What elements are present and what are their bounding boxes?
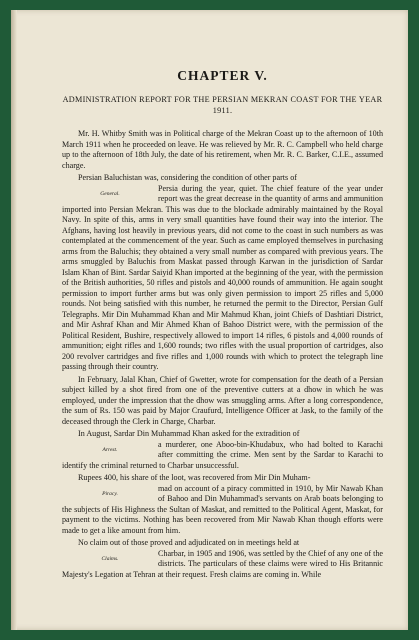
paragraph-arrest-lead: In August, Sardar Din Muhammad Khan asked for the extradition of xyxy=(78,429,300,438)
paragraph-claims-lead: No claim out of those proved and adjudicated on in meetings held at xyxy=(78,538,300,547)
sidenote-piracy: Piracy. xyxy=(102,490,118,497)
paragraph-charge: Mr. H. Whitby Smith was in Political charge of the Mekran Coast up to the afternoon of 10th March 1911 when he proceeded on leave. He was relieved by Mr. R. C. Campbell who held charge up to the afternoon of 18th July, the date of his retirement, when Mr. R. C. Barker, C.I.E., assumed charge. xyxy=(62,129,383,170)
paragraph-arrest-body: a murderer, one Aboo-bin-Khudabux, who had bolted to Karachi after committing the crime. Men sent by the Sardar to Karachi to identify the criminal returned to Charbar unsuccessful. xyxy=(62,439,383,470)
sidenote-general: General. xyxy=(100,190,120,197)
page-text xyxy=(62,68,383,580)
book-page xyxy=(11,10,408,630)
report-body xyxy=(62,129,383,580)
paragraph-piracy-body: mad on account of a piracy committed in 1910, by Mir Nawab Khan of Bahoo and Din Muhammad's servants on Arab boats belonging to the subjects of His Highness the Sultan of Maskat, and remitted to the Political Agent, Maskat, for payment to the victims. Nothing has been recovered from Mir Nawab Khan though efforts were made to get a like amount from him. xyxy=(62,483,383,535)
sidenote-claims: Claims. xyxy=(101,555,119,562)
page-binding-shadow xyxy=(11,10,17,630)
paragraph-claims-body: Charbar, in 1905 and 1906, was settled by the Chief of any one of the districts. The particulars of these claims were wired to His Britannic Majesty's Legation at Tehran at their request. Fresh claims are coming in. While xyxy=(62,548,383,579)
sidenote-arrest: Arrest. xyxy=(102,446,118,453)
paragraph-piracy-lead: Rupees 400, his share of the loot, was recovered from Mir Din Muham- xyxy=(78,473,311,482)
chapter-heading: CHAPTER V. xyxy=(177,68,268,83)
paragraph-general-lead: Persian Baluchistan was, considering the condition of other parts of xyxy=(78,173,297,182)
paragraph-compensation: In February, Jalal Khan, Chief of Gwetter, wrote for compensation for the death of a Persian subject killed by a shot fired from one of the preventive cutters at a dhow in which he was employed, under the impression that the dhow was smuggling arms. After a long correspondence, the sum of Rs. 150 was paid by Major Craufurd, Intelligence Officer at Jask, to the family of the deceased through the Clerk in Charge, Charbar. xyxy=(62,374,383,426)
report-title: ADMINISTRATION REPORT FOR THE PERSIAN MEKRAN COAST FOR THE YEAR 1911. xyxy=(62,95,383,115)
paragraph-general-body: Persia during the year, quiet. The chief feature of the year under report was the great decrease in the quantity of arms and ammunition imported into Persian Mekran. This was due to the blockade admirably maintained by the Royal Navy. In spite of this, arms in very small quantities have found their way into the interior. The Afghans, having lost heavily in previous years, did not come to the coast in such numbers as was contemplated at the commencement of the year. Such as came employed themselves in purchasing arms from the Baluchis; they obtained a very small number as compared with previous years. The arms smuggled by Baluchis from Maskat passed through Karwan in the jurisdiction of Sardar Islam Khan of Bint. Sardar Saiyid Khan imported at the beginning of the year, with the permission of the British authorities, 50 rifles and pistols and 40,000 rounds of ammunition. He again sought permission to import further arms but was only given permission to import 25 rifles and 5,000 rounds. Not being satisfied with this number, he returned the permit to the Director, Persian Gulf Telegraphs. Mir Din Muhammad Khan and Mir Mahmud Khan, joint Chiefs of Dashtiari District, and Mir Ashraf Khan and Mir Ahmed Khan of Bahoo District were, with the permission of the Political Resident, Bushire, respectively allowed to import 14 rifles, 6 pistols and 4,000 rounds of ammunition; eight rifles and 1,600 rounds; two rifles with the usual proportion of cartridges, also 200 revolver cartridges and five rifles and 1,000 rounds with which to protect the telegraph line passing through their country. xyxy=(62,183,383,371)
